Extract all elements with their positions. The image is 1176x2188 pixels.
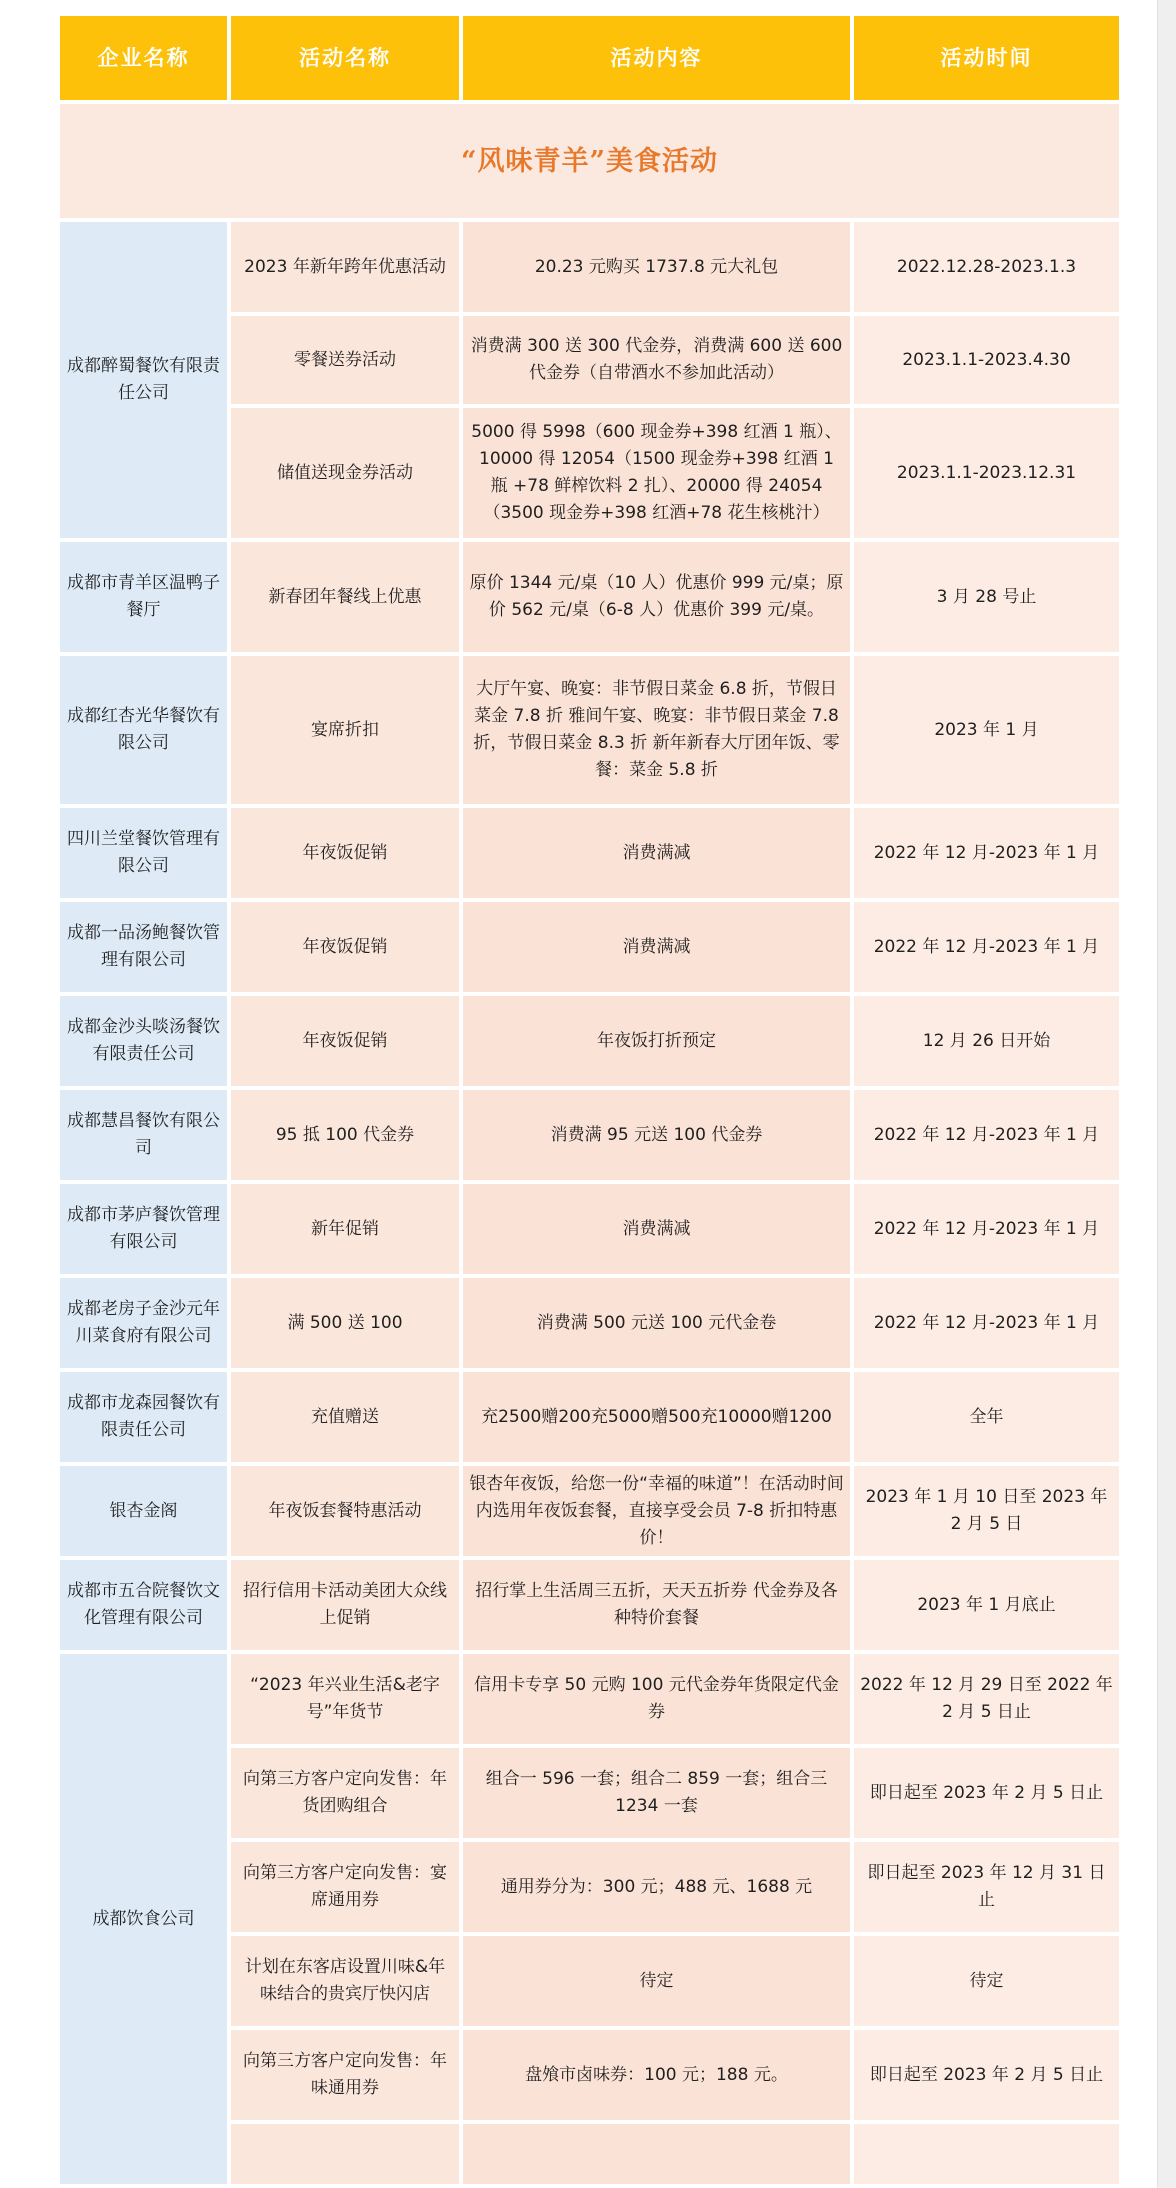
activity-cell: 向第三方客户定向发售：年货团购组合: [231, 1748, 459, 1838]
time-cell-cut-off: [854, 2124, 1119, 2184]
content-cell: 通用券分为：300 元；488 元、1688 元: [463, 1842, 850, 1932]
activity-cell: 向第三方客户定向发售：宴席通用券: [231, 1842, 459, 1932]
table-row: [60, 808, 1119, 898]
content-cell: 消费满减: [463, 808, 850, 898]
header-activity: 活动名称: [231, 16, 459, 100]
time-cell: 2022 年 12 月 29 日至 2022 年 2 月 5 日止: [854, 1654, 1119, 1744]
company-cell: 成都金沙头啖汤餐饮有限责任公司: [60, 996, 227, 1086]
content-cell: 信用卡专享 50 元购 100 元代金券年货限定代金券: [463, 1654, 850, 1744]
content-cell: 年夜饭打折预定: [463, 996, 850, 1086]
header-time: 活动时间: [854, 16, 1119, 100]
time-cell: 2023.1.1-2023.4.30: [854, 316, 1119, 404]
table-row: [60, 1560, 1119, 1650]
company-cell: 成都市茅庐餐饮管理有限公司: [60, 1184, 227, 1274]
time-cell: 2022 年 12 月-2023 年 1 月: [854, 1090, 1119, 1180]
header-company: 企业名称: [60, 16, 227, 100]
activity-cell: 向第三方客户定向发售：年味通用券: [231, 2030, 459, 2120]
table-row: [60, 1090, 1119, 1180]
right-scroll-rail: [1157, 0, 1176, 2188]
company-cell: 成都老房子金沙元年川菜食府有限公司: [60, 1278, 227, 1368]
time-cell: 12 月 26 日开始: [854, 996, 1119, 1086]
content-cell: 消费满减: [463, 1184, 850, 1274]
company-cell: 银杏金阁: [60, 1466, 227, 1556]
activity-cell: 年夜饭促销: [231, 902, 459, 992]
activity-cell: 招行信用卡活动美团大众线上促销: [231, 1560, 459, 1650]
activity-cell: 年夜饭促销: [231, 996, 459, 1086]
promotion-table: [56, 12, 1123, 2188]
table-row: [60, 542, 1119, 652]
time-cell: 即日起至 2023 年 2 月 5 日止: [854, 1748, 1119, 1838]
content-cell-cut-off: [463, 2124, 850, 2184]
activity-cell: 满 500 送 100: [231, 1278, 459, 1368]
content-cell: 大厅午宴、晚宴：非节假日菜金 6.8 折，节假日菜金 7.8 折 雅间午宴、晚宴：非节假日菜金 7.8 折，节假日菜金 8.3 折 新年新春大厅团年饭、零餐：菜金 5.8 折: [463, 656, 850, 804]
company-cell: 成都慧昌餐饮有限公司: [60, 1090, 227, 1180]
time-cell: 2023.1.1-2023.12.31: [854, 408, 1119, 538]
time-cell: 3 月 28 号止: [854, 542, 1119, 652]
company-cell: 成都一品汤鲍餐饮管理有限公司: [60, 902, 227, 992]
time-cell: 2022 年 12 月-2023 年 1 月: [854, 808, 1119, 898]
activity-cell: 零餐送券活动: [231, 316, 459, 404]
table-row: [60, 656, 1119, 804]
content-cell: 待定: [463, 1936, 850, 2026]
activity-cell: 95 抵 100 代金券: [231, 1090, 459, 1180]
activity-cell-cut-off: [231, 2124, 459, 2184]
promotion-table-sheet: [60, 12, 1115, 2188]
table-row: [60, 1466, 1119, 1556]
content-cell: 充2500赠200充5000赠500充10000赠1200: [463, 1372, 850, 1462]
content-cell: 组合一 596 一套；组合二 859 一套；组合三 1234 一套: [463, 1748, 850, 1838]
time-cell: 待定: [854, 1936, 1119, 2026]
time-cell: 2022.12.28-2023.1.3: [854, 222, 1119, 312]
table-row: [60, 996, 1119, 1086]
content-cell: 招行掌上生活周三五折，天天五折券 代金券及各种特价套餐: [463, 1560, 850, 1650]
activity-cell: 新春团年餐线上优惠: [231, 542, 459, 652]
content-cell: 消费满 300 送 300 代金券，消费满 600 送 600 代金券（自带酒水不参加此活动）: [463, 316, 850, 404]
company-cell: 成都市龙森园餐饮有限责任公司: [60, 1372, 227, 1462]
content-cell: 5000 得 5998（600 现金券+398 红酒 1 瓶）、10000 得 12054（1500 现金券+398 红酒 1 瓶 +78 鲜榨饮料 2 扎）、20000 得 24054（3500 现金券+398 红酒+78 花生核桃汁）: [463, 408, 850, 538]
table-row: [60, 1372, 1119, 1462]
time-cell: 即日起至 2023 年 12 月 31 日止: [854, 1842, 1119, 1932]
content-cell: 银杏年夜饭，给您一份“幸福的味道”！在活动时间内选用年夜饭套餐，直接享受会员 7-8 折扣特惠价！: [463, 1466, 850, 1556]
table-row: [60, 1654, 1119, 1744]
activity-cell: 年夜饭促销: [231, 808, 459, 898]
content-cell: 消费满 500 元送 100 元代金卷: [463, 1278, 850, 1368]
activity-cell: 计划在东客店设置川味&年味结合的贵宾厅快闪店: [231, 1936, 459, 2026]
activity-cell: 宴席折扣: [231, 656, 459, 804]
time-cell: 2023 年 1 月 10 日至 2023 年 2 月 5 日: [854, 1466, 1119, 1556]
time-cell: 2022 年 12 月-2023 年 1 月: [854, 1278, 1119, 1368]
time-cell: 2023 年 1 月: [854, 656, 1119, 804]
time-cell: 2022 年 12 月-2023 年 1 月: [854, 902, 1119, 992]
time-cell: 2022 年 12 月-2023 年 1 月: [854, 1184, 1119, 1274]
content-cell: 20.23 元购买 1737.8 元大礼包: [463, 222, 850, 312]
section-title-row: [60, 104, 1119, 218]
company-cell: 成都市五合院餐饮文化管理有限公司: [60, 1560, 227, 1650]
activity-cell: 2023 年新年跨年优惠活动: [231, 222, 459, 312]
time-cell: 全年: [854, 1372, 1119, 1462]
content-cell: 消费满减: [463, 902, 850, 992]
time-cell: 即日起至 2023 年 2 月 5 日止: [854, 2030, 1119, 2120]
activity-cell: 新年促销: [231, 1184, 459, 1274]
header-content: 活动内容: [463, 16, 850, 100]
company-cell: 成都红杏光华餐饮有限公司: [60, 656, 227, 804]
activity-cell: 充值赠送: [231, 1372, 459, 1462]
company-cell: 成都饮食公司: [60, 1654, 227, 2184]
company-cell: 成都醉蜀餐饮有限责任公司: [60, 222, 227, 538]
activity-cell: “2023 年兴业生活&老字号”年货节: [231, 1654, 459, 1744]
header-row: [60, 16, 1119, 100]
table-row: [60, 1278, 1119, 1368]
content-cell: 原价 1344 元/桌（10 人）优惠价 999 元/桌；原价 562 元/桌（6-8 人）优惠价 399 元/桌。: [463, 542, 850, 652]
time-cell: 2023 年 1 月底止: [854, 1560, 1119, 1650]
activity-cell: 年夜饭套餐特惠活动: [231, 1466, 459, 1556]
table-row: [60, 222, 1119, 312]
content-cell: 消费满 95 元送 100 代金券: [463, 1090, 850, 1180]
table-row: [60, 902, 1119, 992]
company-cell: 四川兰堂餐饮管理有限公司: [60, 808, 227, 898]
section-title: “风味青羊”美食活动: [60, 104, 1119, 218]
content-cell: 盘飧市卤味券：100 元；188 元。: [463, 2030, 850, 2120]
activity-cell: 储值送现金券活动: [231, 408, 459, 538]
table-row: [60, 1184, 1119, 1274]
company-cell: 成都市青羊区温鸭子餐厅: [60, 542, 227, 652]
